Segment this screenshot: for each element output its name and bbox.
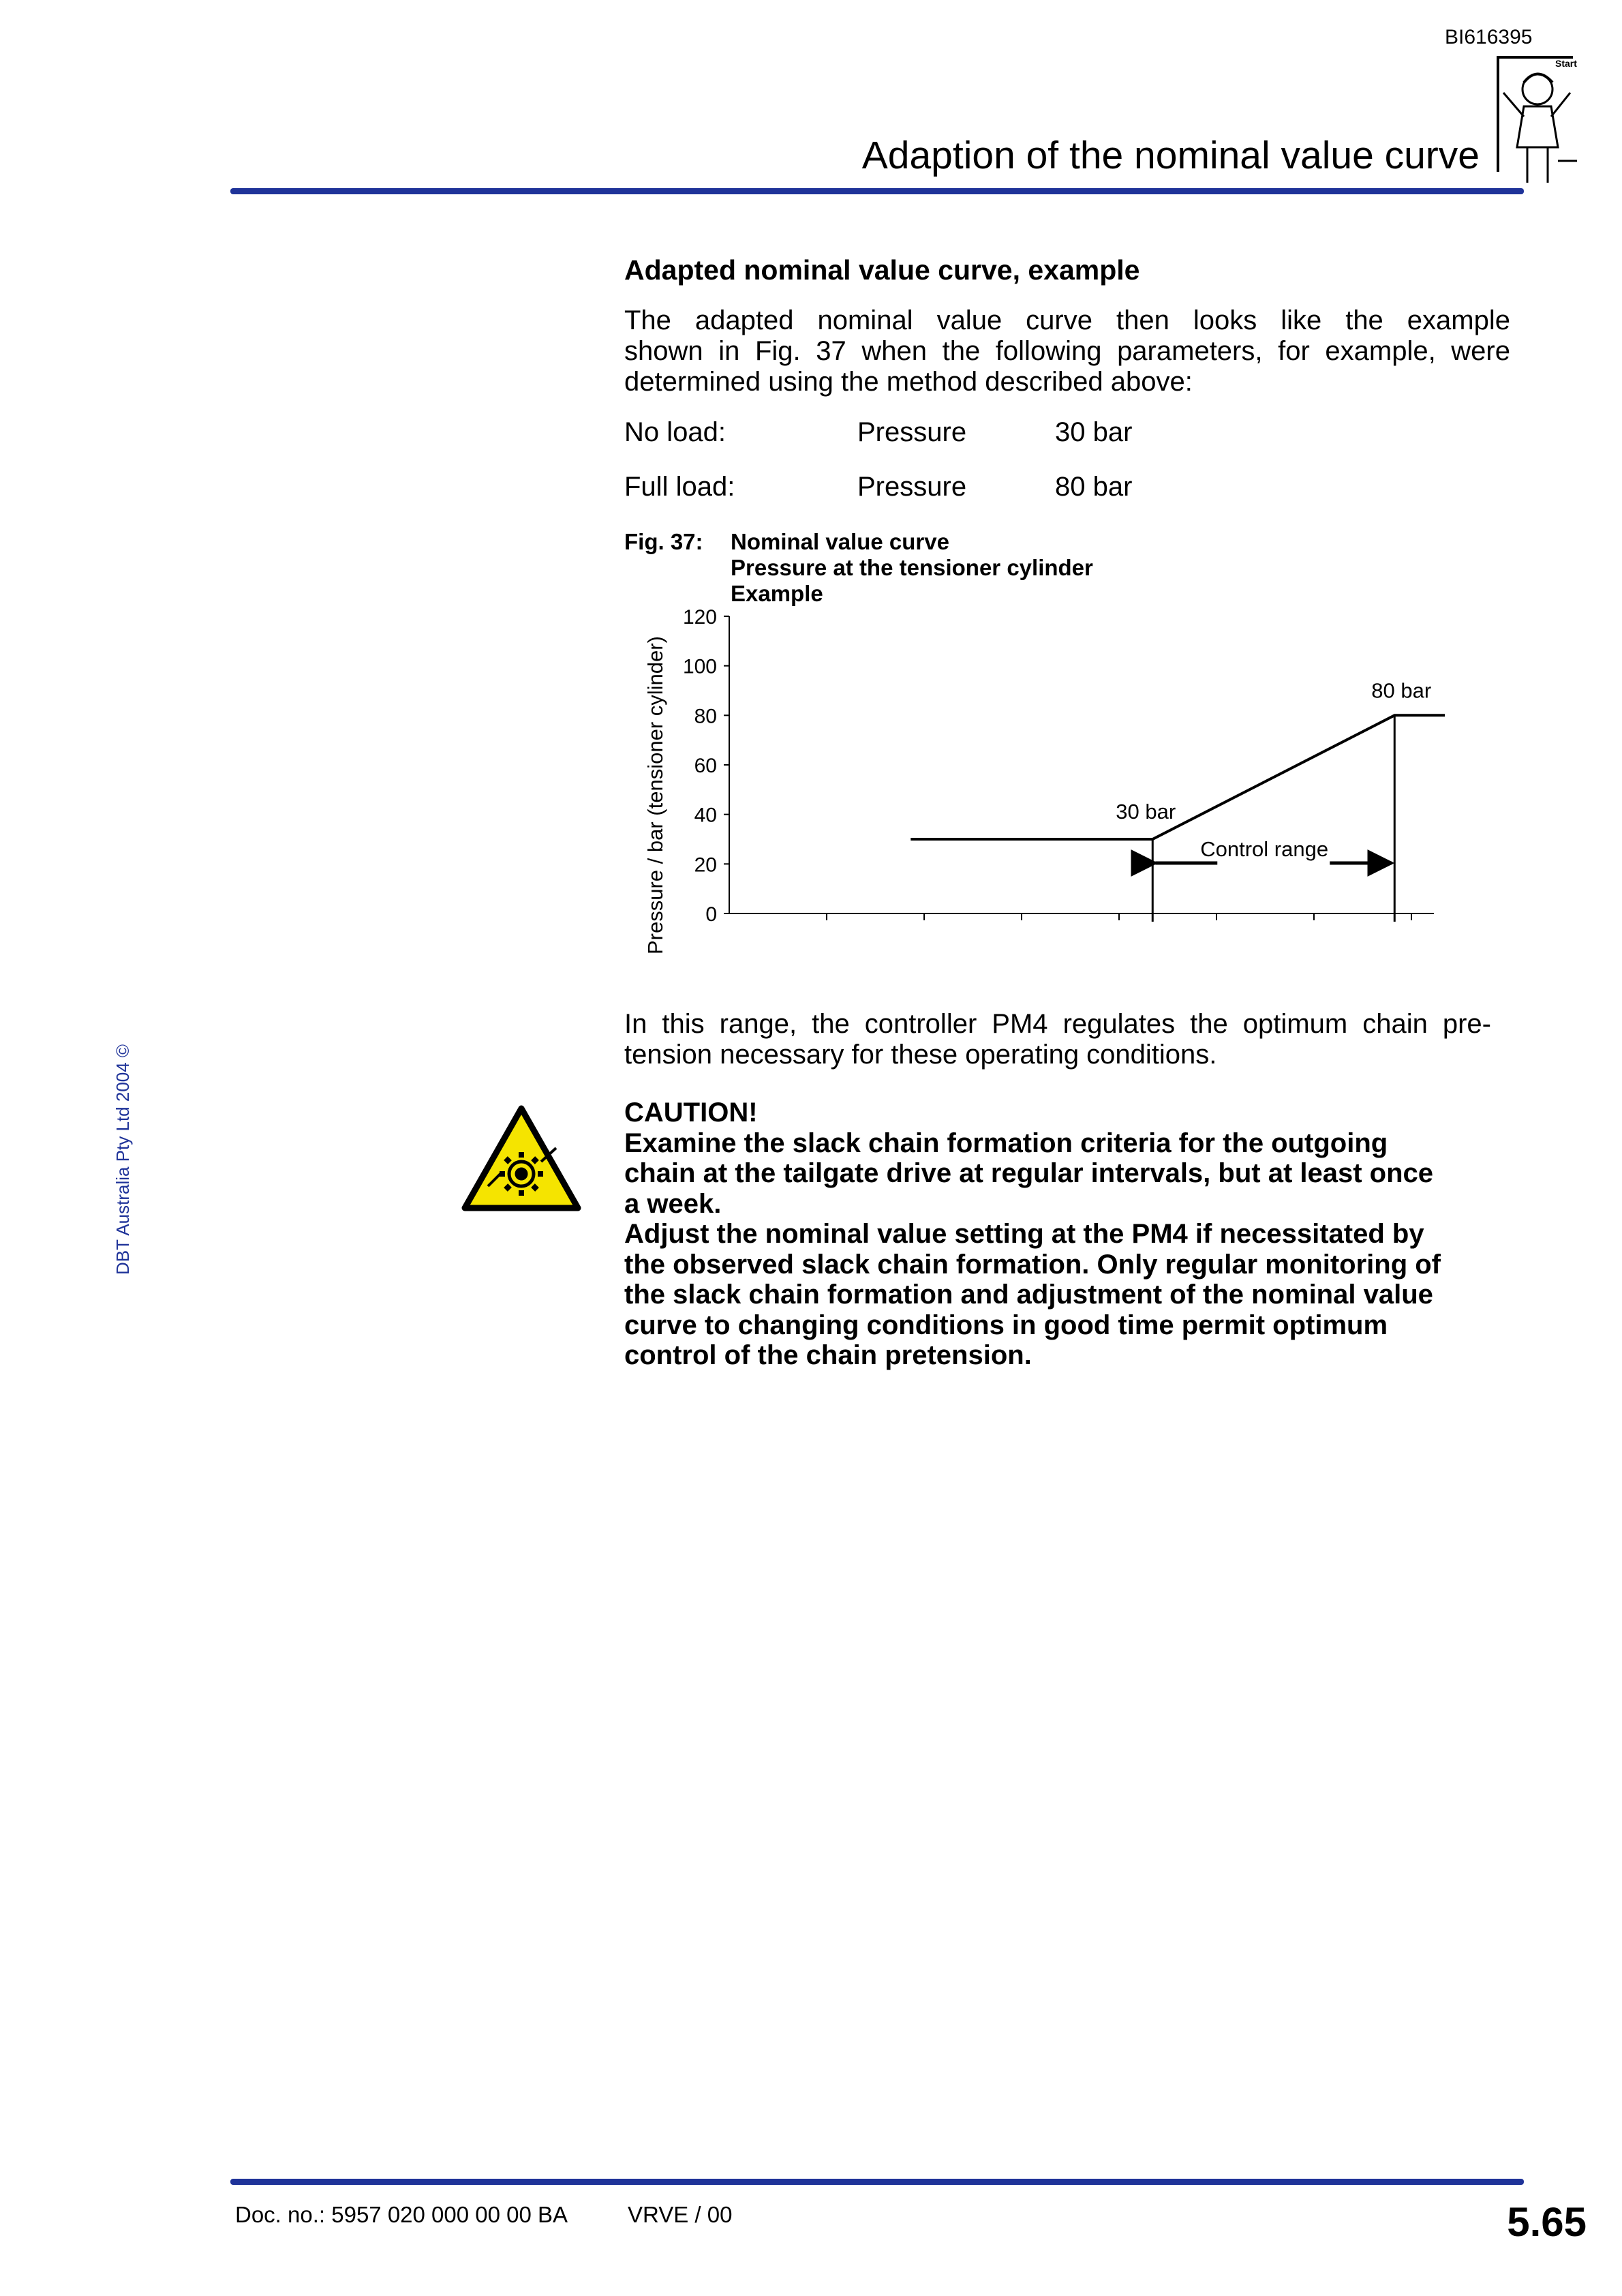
copyright-note: DBT Australia Pty Ltd 2004 © xyxy=(112,1044,133,1275)
intro-paragraph xyxy=(624,305,1510,397)
range-paragraph xyxy=(624,1009,1491,1070)
caution-line: the slack chain formation and adjustment of the nominal value xyxy=(624,1280,1433,1310)
figure-caption-line: Nominal value curve xyxy=(731,529,949,554)
param-quantity: Pressure xyxy=(857,417,967,447)
annotation-30-bar: 30 bar xyxy=(1116,800,1176,824)
y-tick-label: 60 xyxy=(694,755,717,777)
footer-rule xyxy=(230,2179,1524,2185)
start-label: Start xyxy=(1555,58,1577,69)
page-number: 5.65 xyxy=(1507,2199,1587,2245)
y-tick-label: 20 xyxy=(694,854,717,877)
y-axis xyxy=(683,606,729,926)
param-value: 30 bar xyxy=(1055,417,1133,447)
intro-line: determined using the method described above: xyxy=(624,367,1193,397)
caution-line: Examine the slack chain formation criteria for the outgoing xyxy=(624,1128,1388,1158)
caution-line: Adjust the nominal value setting at the PM4 if necessitated by xyxy=(624,1219,1424,1249)
caution-block xyxy=(624,1098,1524,1371)
y-axis-label: Pressure / bar (tensioner cylinder) xyxy=(643,636,667,954)
footer-doc-number: Doc. no.: 5957 020 000 00 00 BA xyxy=(235,2202,568,2227)
param-value: 80 bar xyxy=(1055,472,1133,502)
intro-line: shown in Fig. 37 when the following parameters, for example, were xyxy=(624,336,1510,366)
start-worker-icon xyxy=(1490,52,1578,188)
y-tick-label: 120 xyxy=(682,606,717,629)
y-tick-label: 100 xyxy=(682,655,717,678)
param-quantity: Pressure xyxy=(857,472,967,502)
param-label: No load: xyxy=(624,417,726,447)
footer-version: VRVE / 00 xyxy=(628,2202,733,2227)
page-title: Adaption of the nominal value curve xyxy=(861,134,1480,177)
caution-heading: CAUTION! xyxy=(624,1098,758,1128)
y-tick-label: 0 xyxy=(705,903,717,926)
header-rule xyxy=(230,188,1524,194)
caution-line: chain at the tailgate drive at regular intervals, but at least once xyxy=(624,1158,1434,1188)
y-tick-label: 80 xyxy=(694,705,717,728)
nominal-value-chart xyxy=(641,593,1445,961)
range-line: tension necessary for these operating conditions. xyxy=(624,1040,1217,1070)
y-tick-label: 40 xyxy=(694,804,717,827)
nominal-value-line xyxy=(911,715,1445,839)
figure-number: Fig. 37: xyxy=(624,529,703,554)
figure-caption-line: Pressure at the tensioner cylinder xyxy=(731,555,1093,580)
caution-warning-icon xyxy=(461,1104,582,1213)
annotation-80-bar: 80 bar xyxy=(1371,678,1432,703)
caution-line: curve to changing conditions in good time permit optimum xyxy=(624,1310,1388,1340)
section-heading: Adapted nominal value curve, example xyxy=(624,254,1140,286)
document-id: BI616395 xyxy=(1445,26,1533,48)
caution-line: a week. xyxy=(624,1188,722,1219)
caution-line: the observed slack chain formation. Only regular monitoring of xyxy=(624,1249,1441,1280)
annotation-control-range: Control range xyxy=(1200,837,1329,861)
param-label: Full load: xyxy=(624,472,735,502)
caution-line: control of the chain pretension. xyxy=(624,1340,1032,1370)
range-line: In this range, the controller PM4 regulates the optimum chain pre- xyxy=(624,1009,1491,1039)
x-axis xyxy=(724,913,1434,920)
figure-caption-line: Example xyxy=(731,581,823,606)
intro-line: The adapted nominal value curve then looks like the example xyxy=(624,305,1510,335)
